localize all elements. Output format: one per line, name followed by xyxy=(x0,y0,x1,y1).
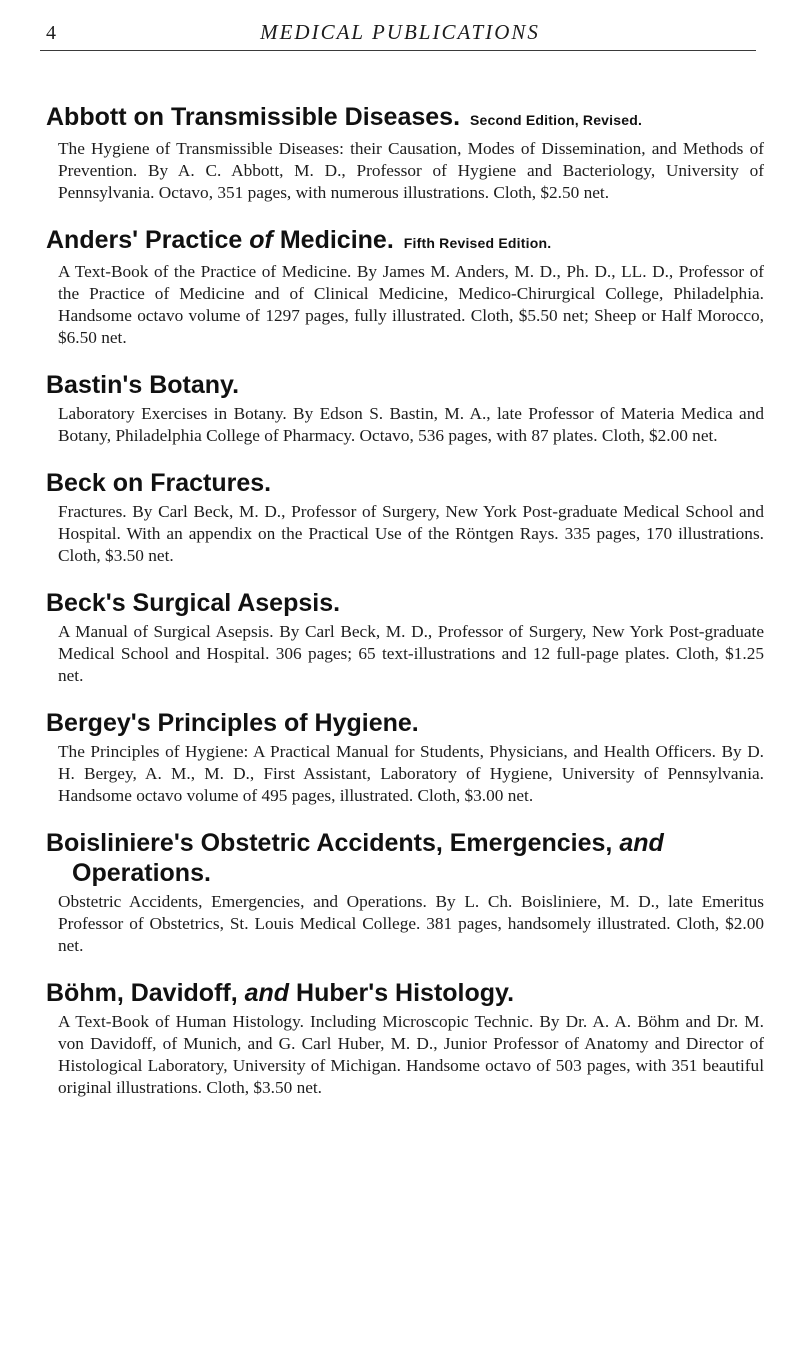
publication-list xyxy=(46,102,764,1120)
entry-description: The Hygiene of Transmissible Diseases: their Causation, Modes of Dissemination, and Methods of Prevention. By A. C. Abbott, M. D., Professor of Hygiene and Bacteriology, University of Pennsylvania. Octavo, 351 pages, with numerous illustrations. Cloth, $2.50 net. xyxy=(58,139,764,202)
entry-title-connector: and xyxy=(619,829,664,857)
entry-title xyxy=(46,225,764,258)
entry-title-text: Boisliniere's Obstetric Accidents, Emergencies, xyxy=(46,829,613,857)
entry-title-text-2: Medicine. xyxy=(279,226,394,254)
entry-title: Beck on Fractures. xyxy=(46,469,272,497)
entry-title: Bastin's Botany. xyxy=(46,371,240,399)
entry-description: Laboratory Exercises in Botany. By Edson S. Bastin, M. A., late Professor of Materia Medica and Botany, Philadelphia College of Pharmacy. Octavo, 536 pages, with 87 plates. Cloth, $2.00 net. xyxy=(58,404,764,445)
entry-title xyxy=(46,828,764,888)
page-number: 4 xyxy=(46,22,56,44)
entry-title-connector: of xyxy=(249,226,273,254)
header-rule xyxy=(40,50,756,51)
entry-bastin xyxy=(46,370,764,447)
entry-title xyxy=(46,102,764,135)
entry-beck-fractures xyxy=(46,468,764,567)
entry-title: Bergey's Principles of Hygiene. xyxy=(46,709,419,737)
entry-anders xyxy=(46,225,764,349)
entry-bergey xyxy=(46,708,764,807)
entry-abbott xyxy=(46,102,764,204)
edition-note: Fifth Revised Edition. xyxy=(403,235,552,251)
entry-description: Obstetric Accidents, Emergencies, and Operations. By L. Ch. Boisliniere, M. D., late Emeritus Professor of Obstetrics, St. Louis Medical College. 381 pages, handsomely illustrated. Cloth, $2.00 net. xyxy=(58,892,764,955)
entry-description: Fractures. By Carl Beck, M. D., Professor of Surgery, New York Post-graduate Medical School and Hospital. With an appendix on the Practical Use of the Röntgen Rays. 335 pages, 170 illustrations. Cloth, $3.50 net. xyxy=(58,502,764,565)
entry-title xyxy=(46,978,764,1008)
entry-title-text: Böhm, Davidoff, xyxy=(46,979,238,1007)
entry-description: A Text-Book of the Practice of Medicine. By James M. Anders, M. D., Ph. D., LL. D., Professor of the Practice of Medicine and of Clinical Medicine, Medico-Chirurgical College, Philadelphia. Handsome octavo volume of 1297 pages, fully illustrated. Cloth, $5.50 net; Sheep or Half Morocco, $6.50 net. xyxy=(58,262,764,347)
entry-title-text: Abbott on Transmissible Diseases. xyxy=(46,103,461,131)
entry-title-text-2: Operations. xyxy=(72,859,211,887)
entry-beck-asepsis xyxy=(46,588,764,687)
entry-title-connector: and xyxy=(244,979,290,1007)
edition-note: Second Edition, Revised. xyxy=(470,112,643,128)
entry-title: Beck's Surgical Asepsis. xyxy=(46,589,341,617)
running-title: MEDICAL PUBLICATIONS xyxy=(260,20,540,44)
entry-boisliniere xyxy=(46,828,764,957)
entry-bohm xyxy=(46,978,764,1099)
running-head xyxy=(0,8,800,52)
entry-description: A Manual of Surgical Asepsis. By Carl Beck, M. D., Professor of Surgery, New York Post-graduate Medical School and Hospital. 306 pages; 65 text-illustrations and 12 full-page plates. Cloth, $1.25 net. xyxy=(58,622,764,685)
entry-description: The Principles of Hygiene: A Practical Manual for Students, Physicians, and Health Officers. By D. H. Bergey, A. M., M. D., First Assistant, Laboratory of Hygiene, University of Pennsylvania. Handsome octavo volume of 495 pages, illustrated. Cloth, $3.00 net. xyxy=(58,742,764,805)
entry-title-text-2: Huber's Histology. xyxy=(296,979,515,1007)
entry-title-text: Anders' Practice xyxy=(46,226,243,254)
entry-description: A Text-Book of Human Histology. Including Microscopic Technic. By Dr. A. A. Böhm and Dr. M. von Davidoff, of Munich, and G. Carl Huber, M. D., Junior Professor of Anatomy and Director of Histological Laboratory, University of Michigan. Handsome octavo of 503 pages, with 351 beautiful original illustrations. Cloth, $3.50 net. xyxy=(58,1012,764,1097)
